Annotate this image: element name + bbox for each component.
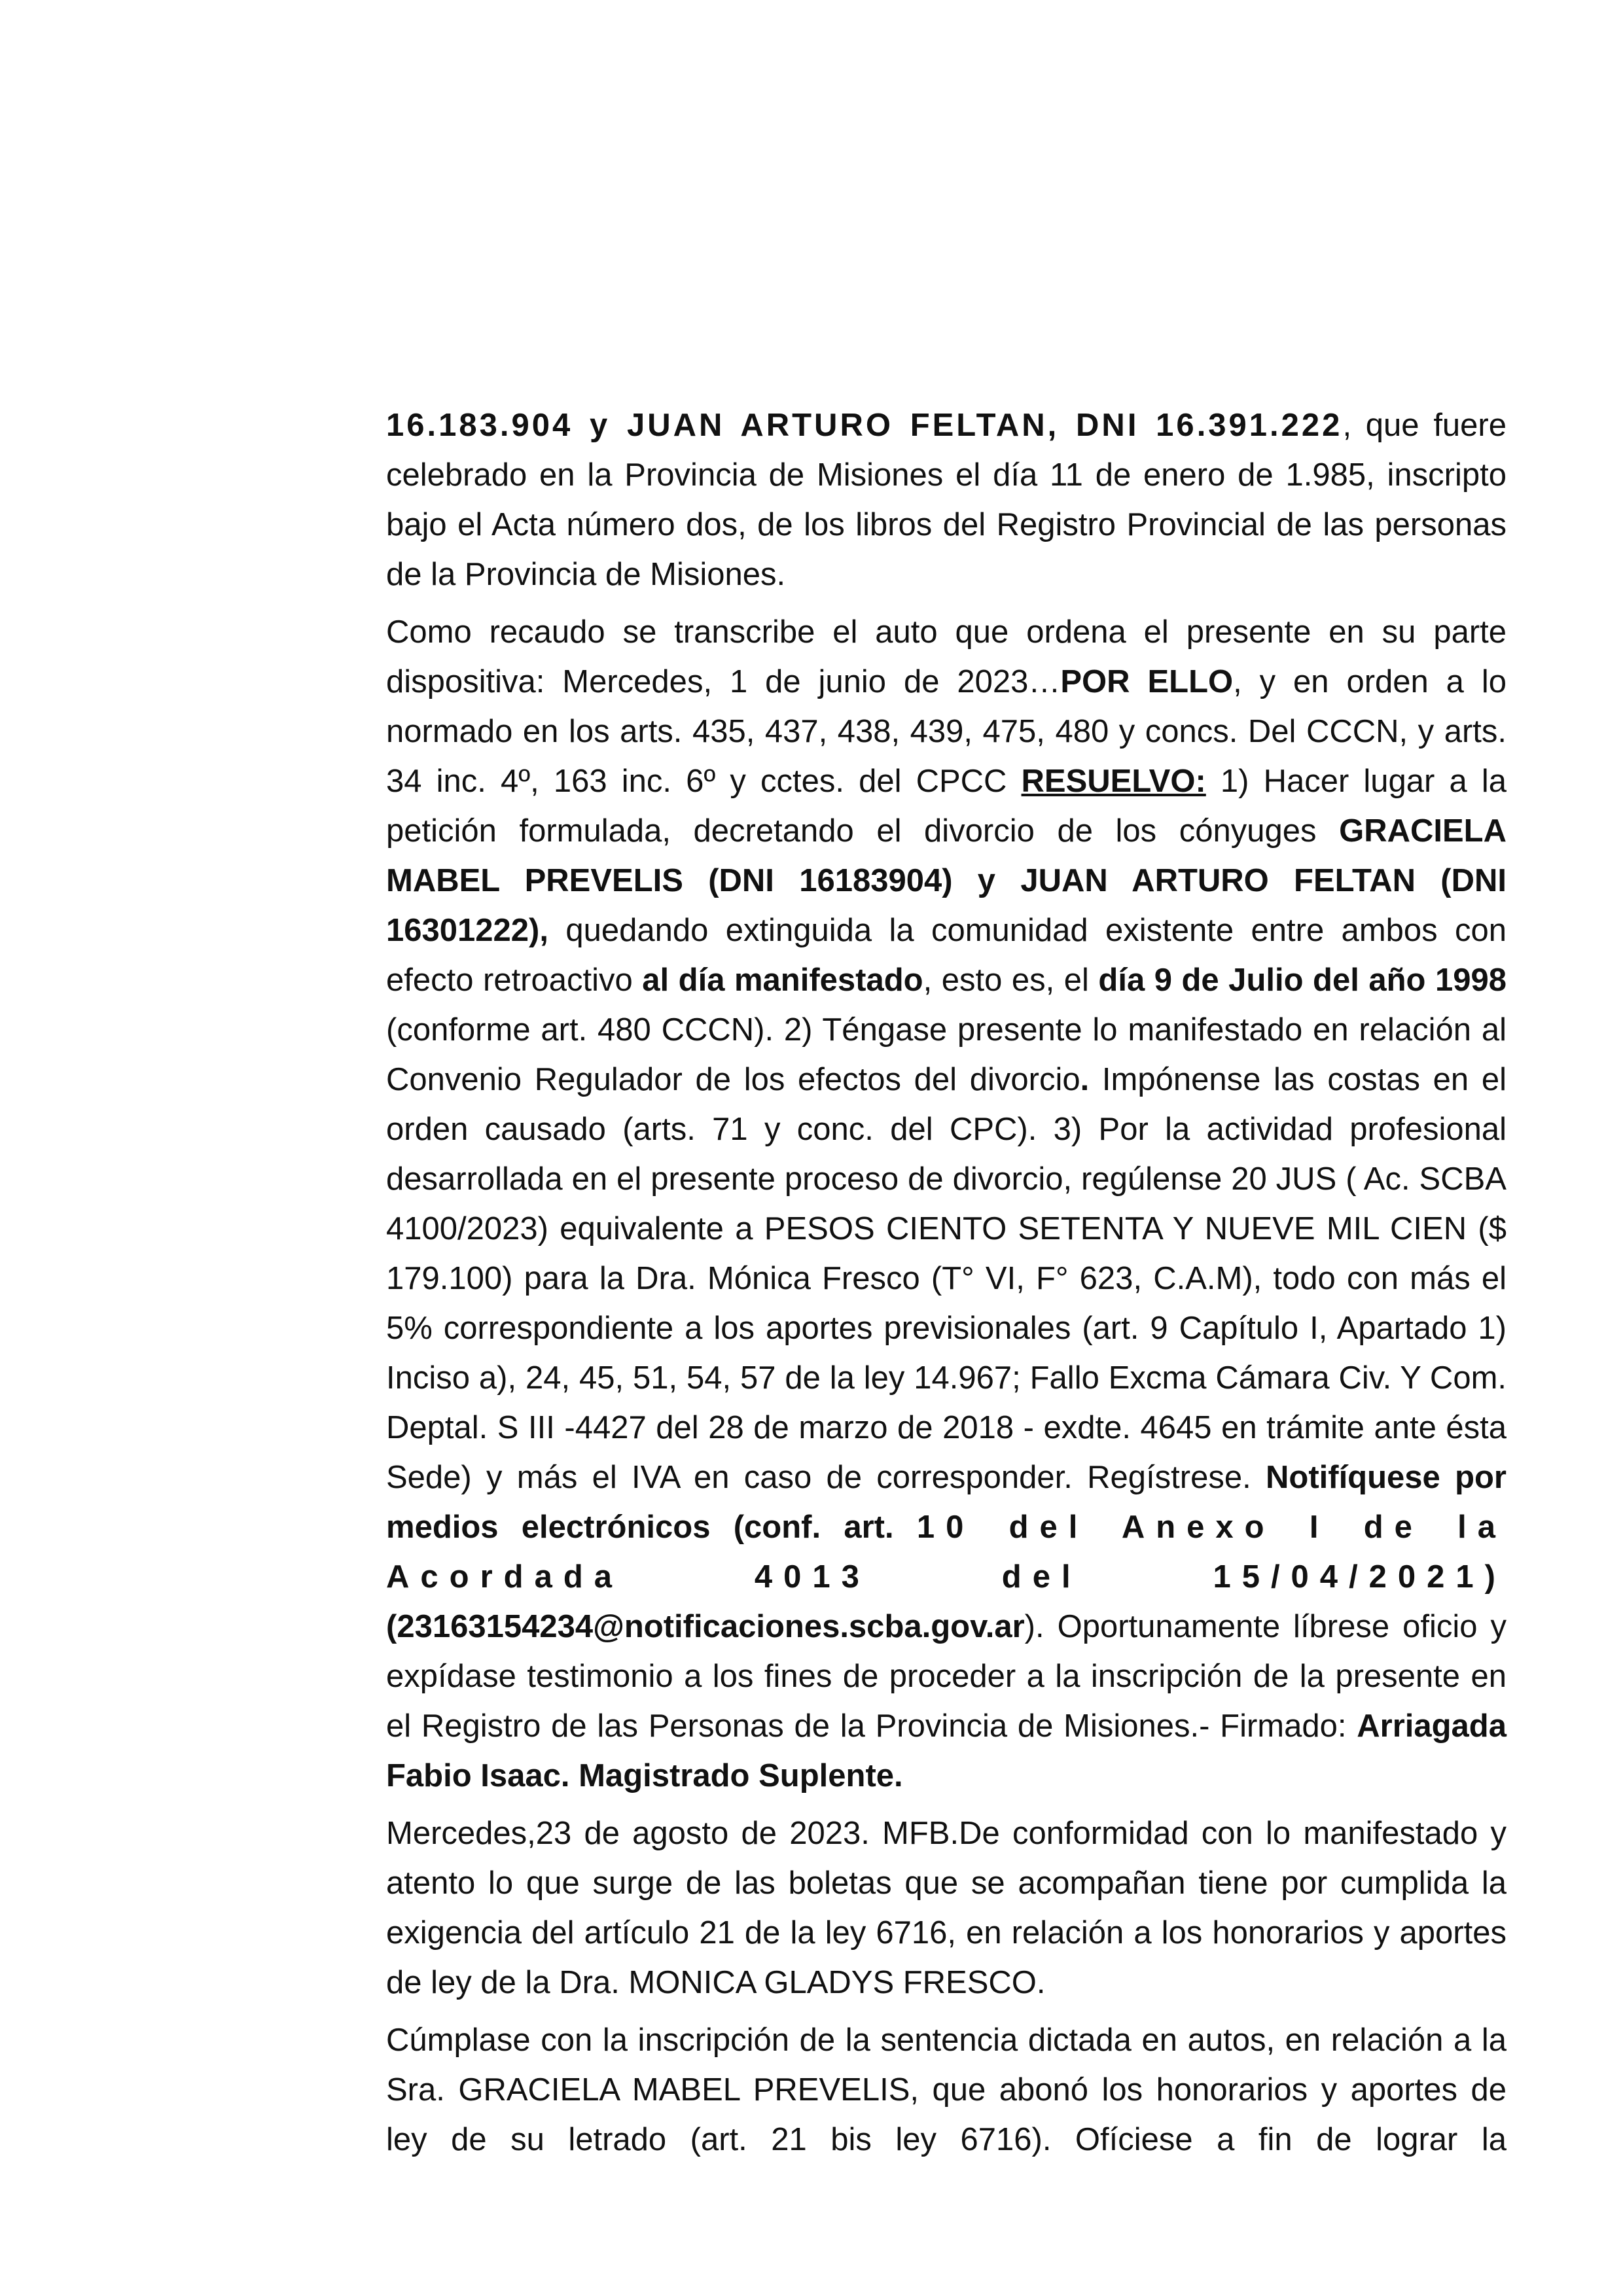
bold-acordada: 10 del Anexo I de la Acordada 4013 del 15/04/2021) — [386, 1510, 1507, 1595]
bold-email: (23163154234@notificaciones.scba.gov.ar — [386, 1609, 1025, 1644]
paragraph-court-order — [386, 607, 1507, 1801]
text-segment: , esto es, el — [923, 963, 1099, 998]
bold-por-ello: POR ELLO — [1060, 664, 1234, 699]
paragraph-inscription — [386, 2015, 1507, 2164]
paragraph-fees — [386, 1809, 1507, 2007]
document-body — [386, 400, 1507, 2172]
text-segment: Como recaudo se transcribe el auto que ordena el presente en su parte dispositiva: Mercedes, 1 de junio de 2023… — [386, 614, 1507, 699]
bold-notification: Notifíquese por medios electrónicos (conf. art. — [386, 1460, 1507, 1545]
text-segment: , y en orden a lo normado en los arts. 435, 437, 438, 439, 475, 480 y concs. Del CCCN, y arts. 34 inc. 4º, 163 inc. 6º y cctes. del CPCC — [386, 664, 1507, 799]
paragraph-marriage-details — [386, 400, 1507, 599]
bold-date: día 9 de Julio del año 1998 — [1098, 963, 1507, 998]
bold-period: . — [1080, 1062, 1090, 1097]
text-segment: 1) Hacer lugar a la petición formulada, decretando el divorcio de los cónyuges — [386, 764, 1507, 849]
bold-spouses-names: GRACIELA MABEL PREVELIS (DNI 16183904) y JUAN ARTURO FELTAN (DNI 16301222), — [386, 813, 1507, 948]
bold-signature: Arriagada Fabio Isaac. Magistrado Suplente. — [386, 1708, 1507, 1793]
bold-manifested-day: al día manifestado — [642, 963, 923, 998]
text-segment: Mercedes,23 de agosto de 2023. MFB.De conformidad con lo manifestado y atento lo que surge de las boletas que se acompañan tiene por cumplida la exigencia del artículo 21 de la ley 6716, en relación a los honorarios y aportes de ley de la Dra. MONICA GLADYS FRESCO. — [386, 1816, 1507, 2000]
text-segment: Impónense las costas en el orden causado (arts. 71 y conc. del CPC). 3) Por la actividad profesional desarrollada en el presente proceso de divorcio, regúlense 20 JUS ( Ac. SCBA 4100/2023) equivalente a PESOS CIENTO SETENTA Y NUEVE MIL CIEN ($ 179.100) para la Dra. Mónica Fresco (T° VI, F° 623, C.A.M), todo con más el 5% correspondiente a los aportes previsionales (art. 9 Capítulo I, Apartado 1) Inciso a), 24, 45, 51, 54, 57 de la ley 14.967; Fallo Excma Cámara Civ. Y Com. Deptal. S III -4427 del 28 de marzo de 2018 - exdte. 4645 en trámite ante ésta Sede) y más el IVA en caso de corresponder. Regístrese. — [386, 1062, 1507, 1495]
bold-spouse-ids: 16.183.904 y JUAN ARTURO FELTAN, DNI 16.391.222 — [386, 408, 1343, 443]
bold-resuelvo: RESUELVO: — [1021, 764, 1206, 799]
text-segment: Cúmplase con la inscripción de la sentencia dictada en autos, en relación a la Sra. GRACIELA MABEL PREVELIS, que abonó los honorarios y aportes de ley de su letrado (art. 21 bis ley 6716). Ofíciese a fin de lograr la — [386, 2022, 1507, 2157]
text-segment: , que fuere celebrado en la Provincia de Misiones el día 11 de enero de 1.985, inscripto bajo el Acta número dos, de los libros del Registro Provincial de las personas de la Provincia de Misiones. — [386, 408, 1507, 592]
text-segment: quedando extinguida la comunidad existente entre ambos con efecto retroactivo — [386, 913, 1507, 998]
text-segment: (conforme art. 480 CCCN). 2) Téngase presente lo manifestado en relación al Convenio Regulador de los efectos del divorcio — [386, 1012, 1507, 1097]
text-segment: ). Oportunamente líbrese oficio y expídase testimonio a los fines de proceder a la inscripción de la presente en el Registro de las Personas de la Provincia de Misiones.- Firmado: — [386, 1609, 1507, 1744]
